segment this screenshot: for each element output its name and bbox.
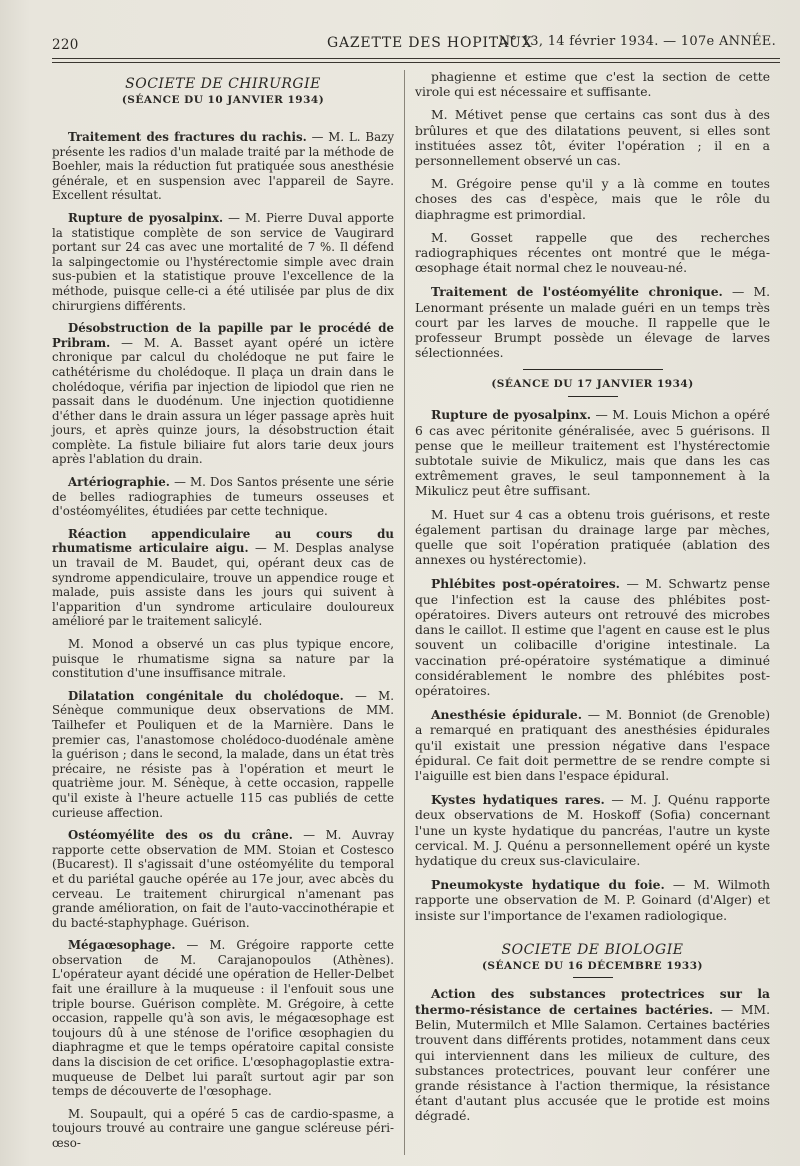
article-title: Rupture de pyosalpinx. [431, 407, 592, 423]
article-title: Action des substances protectrices sur la thermo-résistance de certaines bactéries. [415, 985, 770, 1017]
header-rule-bottom [52, 62, 780, 63]
left-column [52, 70, 394, 1159]
article-paragraph [52, 475, 394, 519]
article-title: Rupture de pyosalpinx. [68, 210, 224, 225]
article-paragraph [415, 792, 770, 869]
article-paragraph [52, 637, 394, 681]
issue-info: N° 13, 14 février 1934. — 107e ANNÉE. [498, 34, 776, 49]
article-paragraph [415, 986, 770, 1125]
article-title: Réaction appendiculaire au cours du rhumatisme articulaire aigu. [52, 526, 394, 556]
article-text: — M. Dos Santos présente une série de belles radiographies de tumeurs osseuses et d'ostéomyélites, étudiées par cette technique. [52, 475, 394, 519]
article-text: phagienne et estime que c'est la section de cette virole qui est nécessaire et suffisante. [415, 70, 770, 100]
article-paragraph [52, 938, 394, 1099]
article-paragraph [415, 407, 770, 499]
article-text: — M. Schwartz pense que l'infection est la cause des phlébites post-opératoires. Divers auteurs ont retrouvé des microbes dans le caillot. Il estime que l'agent en cause est le plus souvent un colibacille d'origine intestinale. La vaccination pré-opératoire systématique a diminué considérablement le nombre des phlébites post-opératoires. [415, 577, 771, 698]
article-paragraph [52, 527, 394, 629]
session-date: (SÉANCE DU 10 JANVIER 1934) [121, 94, 325, 106]
journal-title: GAZETTE DES HOPITAUX [327, 35, 533, 51]
page-number: 220 [52, 37, 79, 53]
article-title: Artériographie. [68, 475, 170, 490]
article-title: Traitement des fractures du rachis. [68, 130, 307, 144]
article-text: — M. Auvray rapporte cette observation de MM. Stoian et Costesco (Bucarest). Il s'agissait d'une ostéomyélite du temporal et du pariétal gauche opérée au 17e jour, avec abcès du cerveau. Le traitement chirurgical n'amenant pas grande amélioration, on fait de l'auto-vaccinothérapie et du bacté-staphyphage. Guérison. [52, 828, 394, 930]
article-paragraph [52, 130, 394, 203]
article-text: M. Grégoire pense qu'il y a là comme en toutes choses des cas d'espèce, mais que le rôle du diaphragme est primordial. [415, 177, 770, 222]
article-text: M. Gosset rappelle que des recherches radiographiques récentes ont montré que le méga-œsophage était normal chez le nouveau-né. [415, 230, 770, 276]
article-paragraph [52, 1107, 394, 1151]
article-paragraph [52, 828, 394, 930]
article-paragraph [52, 321, 394, 467]
article-text: — MM. Belin, Mutermilch et Mlle Salamon. Certaines bactéries trouvent dans différents protides, notamment dans ceux qui interviennent dans les milieux de culture, des substances protectrices, pouvant leur conférer une grande résistance à l'action thermique, la résistance étant d'autant plus accusée que le protide est moins dégradé. [415, 1002, 770, 1124]
article-paragraph [415, 108, 770, 169]
article-text: — M. Louis Michon a opéré 6 cas avec péritonite généralisée, avec 5 guérisons. Il pense que le meilleur traitement est l'hystérectomie subtotale suivie de Mikulicz, mais que dans les cas extrêmement graves, le seul tamponnement à la Mikulicz peut être suffisant. [415, 408, 770, 499]
article-text: — M. J. Quénu rapporte deux observations de M. Hoskoff (Sofia) concernant l'une un kyste hydatique du pancréas, l'autre un kyste cervical. M. J. Quénu a personnellement opéré un kyste hydatique du creux sus-claviculaire. [415, 793, 770, 868]
article-paragraph [415, 877, 770, 924]
article-paragraph [415, 707, 770, 784]
article-paragraph [52, 211, 394, 313]
article-paragraph [415, 177, 770, 223]
article-text: M. Métivet pense que certains cas sont dus à des brûlures et que des dilatations peuvent, si elles sont instituées assez tôt, éviter l'opération ; il en a personnellement observé un cas. [415, 108, 770, 169]
article-title: Dilatation congénitale du cholédoque. [68, 688, 344, 703]
separator-rule-small [573, 977, 613, 978]
header-rule-top [52, 58, 780, 59]
article-title: Anesthésie épidurale. [431, 707, 583, 723]
article-title: Mégaœsophage. [68, 938, 176, 953]
article-text: — M. A. Basset ayant opéré un ictère chronique par calcul du cholédoque ne put faire le cathétérisme du cholédoque. Il plaça un drain dans le cholédoque, vérifia par injection de lipiodol que rien ne passait dans le duodénum. Une injection quotidienne d'éther dans le drain assura un léger passage après huit jours, et après quinze jours, la désobstruction était complète. La fistule biliaire fut alors tarie deux jours après l'ablation du drain. [52, 335, 394, 467]
article-text: — M. Bonniot (de Grenoble) a remarqué en pratiquant des anesthésies épidurales qu'il existait une pression négative dans l'espace épidural. Ce fait doit permettre de se rendre compte si l'aiguille est bien dans l'espace épidural. [415, 708, 770, 783]
article-text: — M. Wilmoth rapporte une observation de M. P. Goinard (d'Alger) et insiste sur l'importance de l'examen radiologique. [415, 878, 770, 923]
article-title: Phlébites post-opératoires. [431, 576, 620, 592]
article-title: Traitement de l'ostéomyélite chronique. [431, 284, 723, 300]
article-paragraph [415, 70, 770, 100]
article-paragraph [415, 508, 770, 569]
article-title: Pneumokyste hydatique du foie. [431, 877, 665, 893]
article-text: — M. Pierre Duval apporte la statistique complète de son service de Vaugirard portant sur 24 cas avec une mortalité de 7 %. Il défend la salpingectomie ou l'hystérectomie simple avec drain sus-pubien et la statistique prouve l'excellence de la méthode, puisque celle-ci a été utilisée par plus de dix chirurgiens différents. [52, 210, 394, 313]
article-text: — M. L. Bazy présente les radios d'un malade traité par la méthode de Boehler, mais la réduction fut pratiquée sous anesthésie générale, et en suspension avec l'appareil de Sayre. Excellent résultat. [52, 130, 394, 203]
article-paragraph [415, 231, 770, 277]
article-text: — M. Grégoire rapporte cette observation de M. Carajanopoulos (Athènes). L'opérateur ayant décidé une opération de Heller-Delbet fait une éraillure à la muqueuse : il l'enfouit sous une triple bourse. Guérison complète. M. Grégoire, à cette occasion, rappelle qu'à son avis, le mégaœsophage est toujours dû à une sténose de l'orifice œsophagien du diaphragme et que le temps opératoire capital consiste dans la discision de cet orifice. L'œsophagoplastie extra-muqueuse de Delbet lui paraît surtout agir par son temps de découverte de l'œsophage. [52, 938, 394, 1099]
section-title-chirurgie: SOCIETE DE CHIRURGIE [125, 76, 321, 92]
article-paragraph [52, 689, 394, 820]
column-divider [404, 70, 405, 1155]
article-text: M. Monod a observé un cas plus typique encore, puisque le rhumatisme signa sa nature par la constitution d'une insuffisance mitrale. [52, 637, 394, 681]
separator-rule-short [568, 396, 618, 397]
article-text: — M. Sénèque communique deux observations de MM. Tailhefer et Pouliquen et de la Marnière. Dans le premier cas, l'anastomose cholédoco-duodénale amène la guérison ; dans le second, la malade, dans un état très précaire, ne résiste pas à l'opération et meurt le quatrième jour. M. Sénèque, à cette occasion, rappelle qu'il existe à l'heure actuelle 115 cas publiés de cette curieuse affection. [52, 688, 394, 820]
page-header [52, 33, 776, 55]
session-date-2: (SÉANCE DU 17 JANVIER 1934) [491, 378, 694, 391]
article-title: Désobstruction de la papille par le procédé de Pribram. [52, 321, 394, 350]
article-paragraph [415, 284, 770, 361]
article-paragraph [415, 576, 770, 699]
article-text: — M. Lenormant présente un malade guéri en un temps très court par les larves de mouche. Il rappelle que le professeur Brumpt possède un élevage de larves sélectionnées. [415, 285, 770, 361]
article-title: Kystes hydatiques rares. [431, 792, 605, 808]
session-date-3: (SÉANCE DU 16 DÉCEMBRE 1933) [481, 959, 704, 972]
article-text: M. Soupault, qui a opéré 5 cas de cardio-spasme, a toujours trouvé au contraire une gangue scléreuse péri-œso- [52, 1106, 394, 1150]
right-column [415, 70, 770, 1133]
separator-rule [523, 369, 663, 370]
article-text: M. Huet sur 4 cas a obtenu trois guérisons, et reste également partisan du drainage large par mèches, quelle que soit l'opération pratiquée (ablation des annexes ou hystérectomie). [415, 507, 770, 568]
section-title-biologie: SOCIETE DE BIOLOGIE [501, 941, 684, 958]
article-text: — M. Desplas analyse un travail de M. Baudet, qui, opérant deux cas de syndrome appendiculaire, trouve un appendice rouge et malade, puis assiste dans les jours qui suivent à l'apparition d'un syndrome articulaire douloureux amélioré par le traitement salicylé. [52, 541, 394, 629]
article-title: Ostéomyélite des os du crâne. [68, 828, 293, 843]
